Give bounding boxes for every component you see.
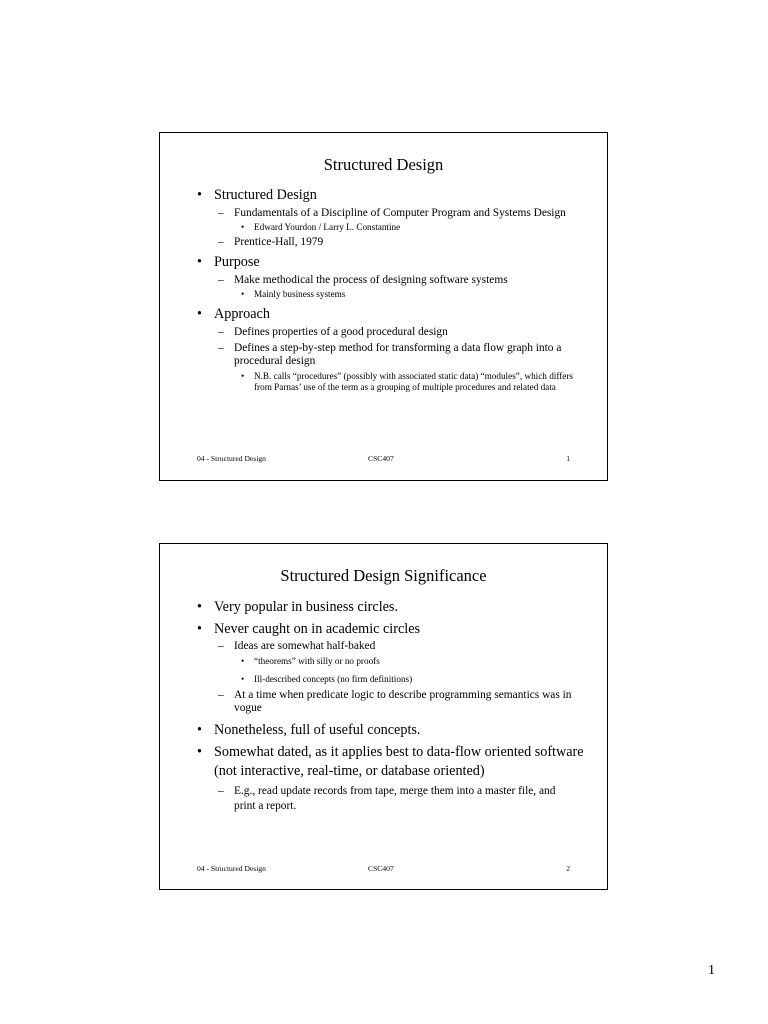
bullet-icon: • <box>241 673 245 684</box>
bullet-text: Nonetheless, full of useful concepts. <box>214 722 421 738</box>
dash-icon: – <box>218 236 224 248</box>
bullet-icon: • <box>241 288 245 299</box>
bullet-text: Prentice-Hall, 1979 <box>234 236 324 248</box>
bullet-level2 <box>160 640 607 653</box>
dash-icon: – <box>218 325 224 338</box>
bullet-level1 <box>160 743 607 781</box>
dash-icon: – <box>218 273 224 286</box>
bullet-level1 <box>160 254 607 271</box>
slide-content <box>160 599 607 814</box>
bullet-icon: • <box>241 370 245 381</box>
bullet-icon: • <box>241 656 245 666</box>
bullet-level2 <box>160 689 607 715</box>
bullet-level3 <box>160 222 607 234</box>
footer-course-title: 04 - Structured Design <box>197 864 266 873</box>
bullet-text: Defines properties of a good procedural design <box>234 325 448 338</box>
bullet-text: Fundamentals of a Discipline of Computer Program and Systems Design <box>234 206 566 219</box>
slide-footer <box>160 453 607 465</box>
bullet-level1 <box>160 599 607 616</box>
bullet-level2 <box>160 236 607 249</box>
bullet-text: Somewhat dated, as it applies best to data-flow oriented software (not interactive, real-time, or database oriented) <box>214 743 584 779</box>
bullet-text: “theorems” with silly or no proofs <box>254 656 380 666</box>
bullet-icon: • <box>197 187 202 203</box>
bullet-text: Very popular in business circles. <box>214 599 398 615</box>
footer-slide-number: 1 <box>566 454 570 463</box>
bullet-level1 <box>160 621 607 638</box>
bullet-icon: • <box>241 221 245 232</box>
bullet-icon: • <box>197 254 202 270</box>
bullet-text: Purpose <box>214 254 260 270</box>
dash-icon: – <box>218 689 224 701</box>
footer-course-code: CSC407 <box>368 454 394 463</box>
page-number: 1 <box>708 963 715 978</box>
bullet-text: Structured Design <box>214 187 317 203</box>
bullet-level2 <box>160 326 607 339</box>
bullet-level3 <box>160 656 607 668</box>
bullet-text: Approach <box>214 306 270 322</box>
bullet-text: At a time when predicate logic to describe programming semantics was in vogue <box>234 689 572 714</box>
bullet-level3 <box>160 371 607 394</box>
bullet-text: Make methodical the process of designing software systems <box>234 273 508 286</box>
slide-content <box>160 187 607 394</box>
bullet-icon: • <box>197 599 202 615</box>
bullet-text: Edward Yourdon / Larry L. Constantine <box>254 221 401 232</box>
bullet-text: E.g., read update records from tape, merge them into a master file, and print a report. <box>234 784 556 812</box>
bullet-text: Never caught on in academic circles <box>214 620 421 637</box>
bullet-icon: • <box>197 620 202 637</box>
bullet-level2 <box>160 274 607 287</box>
bullet-text: Ideas are somewhat half-baked <box>234 640 376 652</box>
bullet-icon: • <box>197 743 202 760</box>
footer-slide-number: 2 <box>566 864 570 873</box>
slide-title: Structured Design Significance <box>280 566 487 585</box>
bullet-text: N.B. calls “procedures” (possibly with associated static data) “modules”, which differs from Parnas’ use of the term as a grouping of multiple procedures and related data <box>254 370 574 392</box>
dash-icon: – <box>218 341 224 354</box>
dash-icon: – <box>218 784 224 797</box>
bullet-text: Defines a step-by-step method for transforming a data flow graph into a procedural design <box>234 341 562 367</box>
bullet-text: Mainly business systems <box>254 288 346 299</box>
bullet-icon: • <box>197 306 202 322</box>
bullet-level3 <box>160 289 607 301</box>
footer-course-code: CSC407 <box>368 864 394 873</box>
dash-icon: – <box>218 206 224 219</box>
bullet-text: Ill-described concepts (no firm definitions) <box>254 673 413 684</box>
bullet-level3 <box>160 674 607 686</box>
bullet-level2 <box>160 784 607 814</box>
bullet-level2 <box>160 342 607 368</box>
footer-course-title: 04 - Structured Design <box>197 454 266 463</box>
bullet-level1 <box>160 722 607 739</box>
slide-title: Structured Design <box>323 155 444 174</box>
bullet-level1 <box>160 306 607 323</box>
bullet-level1 <box>160 187 607 204</box>
dash-icon: – <box>218 640 224 652</box>
bullet-icon: • <box>197 722 202 738</box>
slide-footer <box>160 863 607 875</box>
bullet-level2 <box>160 207 607 220</box>
slide-2 <box>159 543 608 890</box>
slide-1 <box>159 132 608 481</box>
